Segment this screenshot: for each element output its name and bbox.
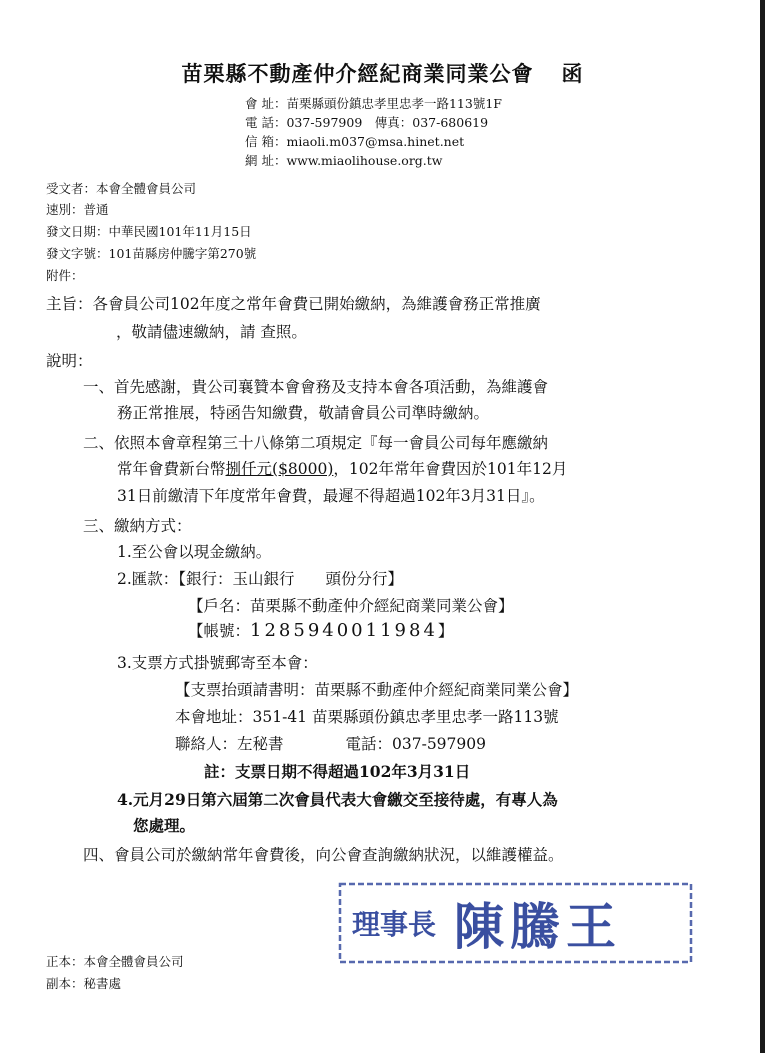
explanation-heading: 說明： (46, 352, 93, 370)
contact-person: 聯絡人：左秘書 電話：037-597909 (175, 735, 486, 753)
contact-phone: 電 話：037-597909 傳真：037-680619 (245, 115, 489, 130)
chairman-seal (338, 882, 693, 964)
contact-email: 信 箱：miaoli.m037@msa.hinet.net (245, 134, 465, 149)
method-2: 2.匯款：【銀行：玉山銀行 頭份分行】 (117, 570, 404, 588)
contact-address: 會 址：苗栗縣頭份鎮忠孝里忠孝一路113號1F (245, 96, 502, 111)
account-number-label: 【帳號： (188, 622, 251, 640)
item-1-line-1: 一、首先感謝，貴公司襄贊本會會務及支持本會各項活動，為維護會 (83, 378, 549, 396)
meta-speed: 速別：普通 (46, 202, 109, 217)
cheque-payee: 【支票抬頭請書明：苗栗縣不動產仲介經紀商業同業公會】 (175, 681, 579, 699)
footer-copy: 副本：秘書處 (46, 976, 122, 991)
cheque-note: 註：支票日期不得超過102年3月31日 (204, 762, 471, 781)
seal-name: 陳騰王 (454, 897, 623, 956)
item-2-line-3: 31日前繳清下年度常年會費，最遲不得超過102年3月31日』。 (117, 487, 545, 505)
meta-recipient: 受文者：本會全體會員公司 (46, 181, 197, 196)
item-1-line-2: 務正常推展，特函告知繳費，敬請會員公司準時繳納。 (117, 404, 490, 422)
subject-line-2: ，敬請儘速繳納，請 查照。 (116, 323, 307, 341)
mail-address: 本會地址：351-41 苗栗縣頭份鎮忠孝里忠孝一路113號 (175, 708, 559, 726)
method-1: 1.至公會以現金繳納。 (117, 543, 272, 561)
account-number-close: 】 (437, 622, 454, 640)
meta-doc-number: 發文字號：101苗縣房仲騰字第270號 (46, 246, 257, 261)
subject-line-1: 主旨：各會員公司102年度之常年會費已開始繳納，為維護會務正常推廣 (46, 295, 541, 313)
item-2-text-post: ，102年常年會費因於101年12月 (333, 460, 568, 478)
method-4-line-2: 您處理。 (133, 816, 196, 835)
letterhead-title (0, 58, 765, 88)
item-2-line-1: 二、依照本會章程第三十八條第二項規定『每一會員公司每年應繳納 (83, 434, 549, 452)
meta-attachment: 附件： (46, 268, 84, 283)
method-4-line-1: 4.元月29日第六屆第二次會員代表大會繳交至接待處，有專人為 (117, 790, 558, 809)
item-3-heading: 三、繳納方式： (83, 517, 192, 535)
footer-original: 正本：本會全體會員公司 (46, 954, 184, 969)
meta-date: 發文日期：中華民國101年11月15日 (46, 224, 252, 239)
item-2-line-2 (117, 457, 567, 479)
account-number-line (188, 619, 453, 641)
contact-website: 網 址：www.miaolihouse.org.tw (245, 153, 443, 168)
fee-amount: 捌仟元($8000) (225, 460, 334, 478)
account-number: 1285940011984 (250, 620, 438, 641)
account-name: 【戶名：苗栗縣不動產仲介經紀商業同業公會】 (188, 597, 514, 615)
item-2-text: 常年會費新台幣 (117, 460, 226, 478)
document-type: 函 (561, 61, 584, 86)
seal-title: 理事長 (352, 908, 437, 941)
scan-edge (760, 0, 765, 1053)
method-3: 3.支票方式掛號郵寄至本會： (117, 654, 318, 672)
item-4: 四、會員公司於繳納常年會費後，向公會查詢繳納狀況，以維護權益。 (83, 846, 564, 864)
association-name: 苗栗縣不動產仲介經紀商業同業公會 (181, 61, 534, 86)
